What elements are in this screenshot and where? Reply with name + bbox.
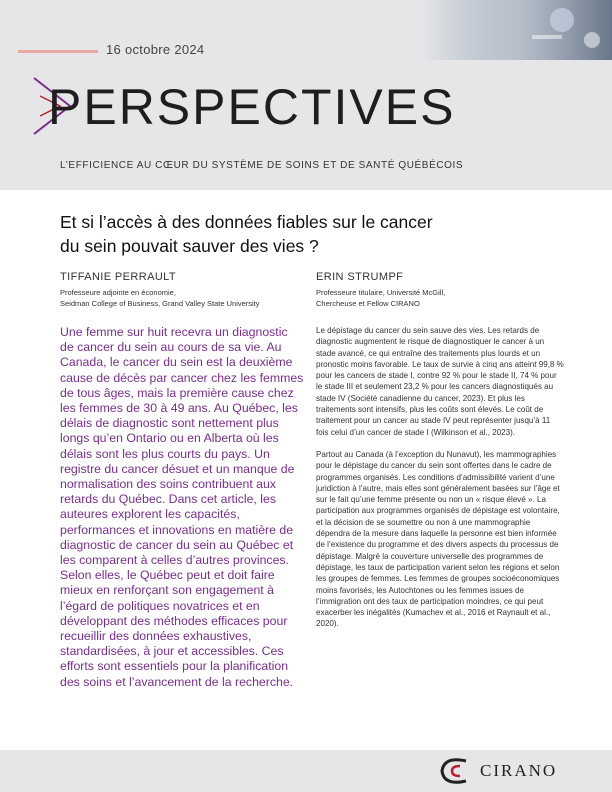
article-lede: Une femme sur huit recevra un diagnostic de cancer du sein au cours de sa vie. Au Canada, le cancer du sein est la deuxième cause de décès par cancer chez les femmes de tous âges, mais la première cause chez les femmes de 30 à 49 ans. Au Québec, les délais de diagnostic sont nettement plus longs qu’en Ontario ou en Alberta où les délais sont les plus courts du pays. Un registre du cancer désuet et un manque de normalisation des soins contribuent aux retards du Québec. Dans cet article, les auteures explorent les capacités, performances et innovations en matière de diagnostic de cancer du sein au Québec et les comparent à celles d’autres provinces. Selon elles, le Québec peut et doit faire mieux en renforçant son engagement à l’égard de politiques novatrices et en développant des méthodes efficaces pour recueillir des données exhaustives, standardisées, à jour et accessibles. Ces efforts sont essentiels pour la planification des soins et l’avancement de la recherche. bbox=[60, 325, 304, 689]
article-title-line: du sein pouvait sauver des vies ? bbox=[60, 236, 319, 256]
author-name: ERIN STRUMPF bbox=[316, 271, 404, 283]
author-block bbox=[60, 271, 310, 309]
publication-date: 16 octobre 2024 bbox=[106, 42, 205, 57]
cirano-logo-text: CIRANO bbox=[480, 761, 558, 780]
author-affiliation: Professeure titulaire, Université McGill, bbox=[316, 288, 446, 297]
author-affiliation: Chercheuse et Fellow CIRANO bbox=[316, 299, 420, 308]
publication-brand: PERSPECTIVES bbox=[48, 79, 456, 135]
accent-line bbox=[18, 50, 98, 53]
article-body bbox=[316, 325, 564, 641]
body-paragraph: Le dépistage du cancer du sein sauve des vies. Les retards de diagnostic augmentent le risque de diagnostiquer le cancer à un stade avancé, ce qui entraîne des traitements plus lourds et un pronostic moins favorable. Le taux de survie à cinq ans atteint 99,8 % pour les cancers de stade I, contre 92 % pour le stade II, 74 % pour le stade III et seulement 23,2 % pour les cancers diagnostiqués au stade IV (Société canadienne du cancer, 2023). Et plus les traitements sont intensifs, plus les coûts sont élevés. Le coût de traitement pour un cancer au stade IV peut représenter jusqu’à 11 fois celui d’un cancer de stade I (Wilkinson et al., 2023). bbox=[316, 326, 564, 437]
header-photo bbox=[422, 0, 612, 60]
article-title bbox=[60, 210, 560, 258]
author-affiliation: Seidman College of Business, Grand Valley State University bbox=[60, 299, 260, 308]
body-paragraph: Partout au Canada (à l’exception du Nunavut), les mammographies pour le dépistage du cancer du sein sont offertes dans le cadre de programmes organisés. Les conditions d’admissibilité varient d’une juridiction à l’autre, mais elles sont généralement basées sur l’âge et sur le fait qu’une femme présente ou non un « risque élevé ». La participation aux programmes organisés de dépistage est volontaire, et la décision de se soumettre ou non à une mammographie dépendra de la mesure dans laquelle la personne est bien informée de l’existence du programme et des divers aspects du processus de dépistage. Malgré la couverture universelle des programmes de dépistage, les taux de participation varient selon les régions et selon les groupes de femmes. Les femmes de groupes socioéconomiques moins favorisés, les Autochtones ou les femmes issues de l’immigration ont des taux de participation moindres, ce qui peut exacerber les inégalités (Kumachev et al., 2016 et Raynault et al., 2020). bbox=[316, 449, 560, 629]
publication-tagline: L’EFFICIENCE AU CŒUR DU SYSTÈME DE SOINS ET DE SANTÉ QUÉBÉCOIS bbox=[60, 160, 464, 171]
article-title-line: Et si l’accès à des données fiables sur le cancer bbox=[60, 212, 433, 232]
author-name: TIFFANIE PERRAULT bbox=[60, 271, 176, 283]
author-affiliation: Professeure adjointe en économie, bbox=[60, 288, 176, 297]
author-block bbox=[316, 271, 566, 309]
cirano-logo-icon bbox=[436, 756, 476, 786]
